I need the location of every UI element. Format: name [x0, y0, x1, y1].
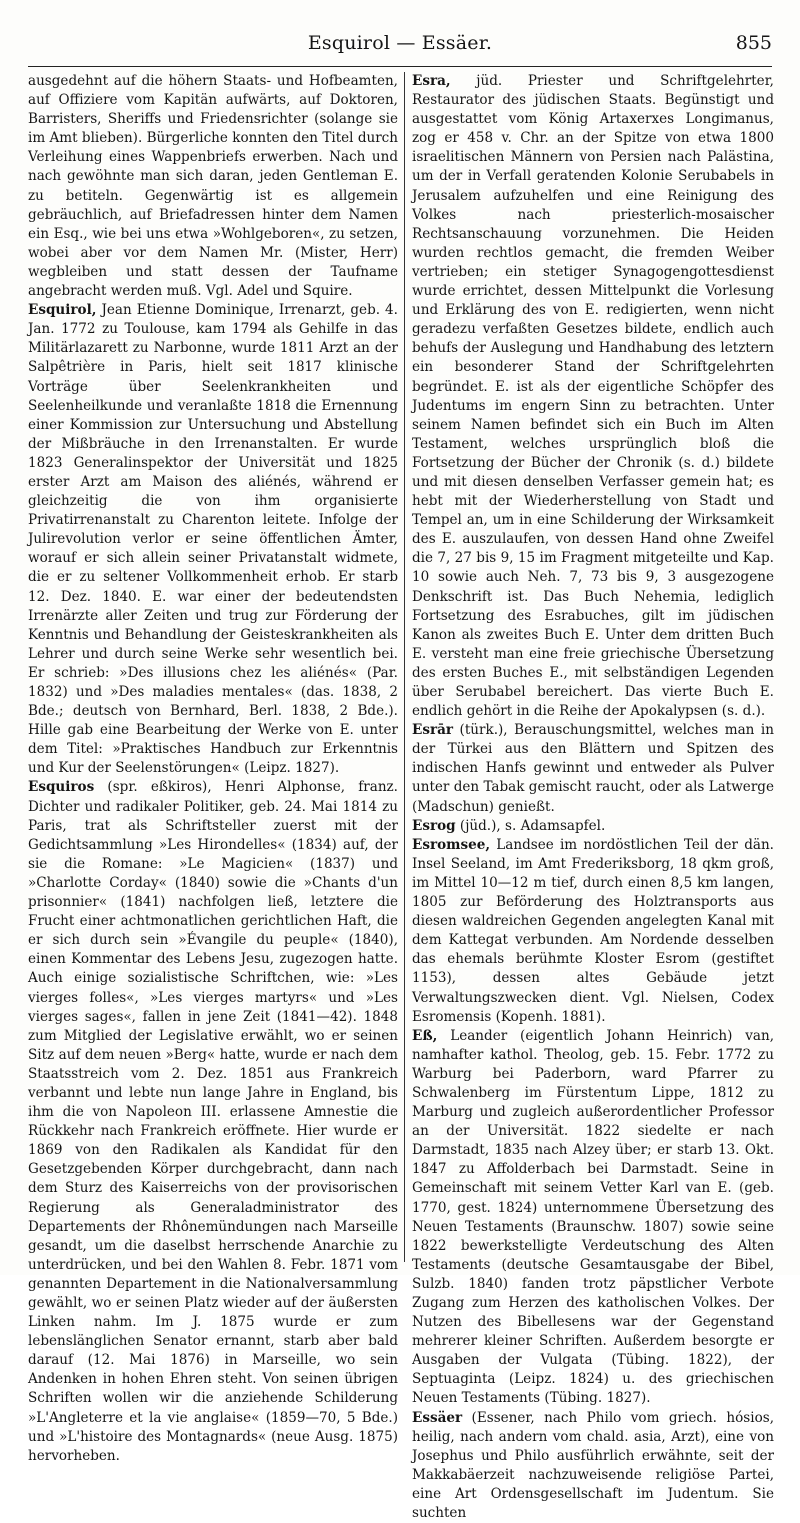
- entry-text: jüd. Priester und Schriftgelehrter, Restaurator des jüdischen Staats. Begünstigt und ausgestattet vom König Artaxerxes Longimanus, zog er 458 v. Chr. an der Spitze von etwa 1800 israelitischen Männern von Persien nach Palästina, um der in Verfall geratenden Kolonie Serubabels in Jerusalem aufzuhelfen und eine Reinigung des Volkes nach priesterlich-mosaischer Rechtsanschauung vorzunehmen. Die Heiden wurden rechtlos gemacht, die fremden Weiber vertrieben; ein stetiger Synagogengottesdienst wurde errichtet, dessen Mittelpunkt die Vorlesung und Erklärung des von E. redigierten, wenn nicht geradezu verfaßten Gesetzes bildete, endlich auch behufs der Auslegung und Handhabung des letztern ein besonderer Stand der Schriftgelehrten begründet. E. ist als der eigentliche Schöpfer des Judentums im engern Sinn zu betrachten. Unter seinem Namen befindet sich ein Buch im Alten Testament, welches ursprünglich bloß die Fortsetzung der Bücher der Chronik (s. d.) bildete und mit diesen denselben Verfasser gemein hat; es hebt mit der Wiederherstellung von Stadt und Tempel an, um in eine Schilderung der Wirksamkeit des E. auszulaufen, von dessen Hand ohne Zweifel die 7, 27 bis 9, 15 im Fragment mitgeteilte und Kap. 10 sowie auch Neh. 7, 73 bis 9, 3 ausgezogene Denkschrift ist. Das Buch Nehemia, lediglich Fortsetzung des Esrabuches, gilt im jüdischen Kanon als zweites Buch E. Unter dem dritten Buch E. versteht man eine freie griechische Übersetzung des ersten Buches E., mit selbständigen Legenden über Serubabel bereichert. Das vierte Buch E. endlich gehört in die Reihe der Apokalypsen (s. d.).: [412, 73, 774, 720]
- entry-esra: [412, 72, 774, 721]
- entry-headword: Esrār: [412, 722, 454, 739]
- entry-text: (spr. eßkiros), Henri Alphonse, franz. Dichter und radikaler Politiker, geb. 24. Mai 1814 zu Paris, trat als Schriftsteller zuerst mit der Gedichtsammlung »Les Hirondelles« (1834) auf, der sie die Romane: »Le Magicien« (1837) und »Charlotte Corday« (1840) sowie die »Chants d'un prisonnier« (1841) nachfolgen ließ, letztere die Frucht einer achtmonatlichen gerichtlichen Haft, die er sich durch sein »Évangile du peuple« (1840), einen Kommentar des Lebens Jesu, zugezogen hatte. Auch einige sozialistische Schriftchen, wie: »Les vierges folles«, »Les vierges martyrs« und »Les vierges sages«, fallen in jene Zeit (1841—42). 1848 zum Mitglied der Legislative erwählt, wo er seinen Sitz auf dem neuen »Berg« hatte, wurde er nach dem Staatsstreich vom 2. Dez. 1851 aus Frankreich verbannt und lebte nun lange Jahre in England, bis ihm die von Napoleon III. erlassene Amnestie die Rückkehr nach Frankreich eröffnete. Hier wurde er 1869 von den Radikalen als Kandidat für den Gesetzgebenden Körper durchgebracht, dann nach dem Sturz des Kaiserreichs von der provisorischen Regierung als Generaladministrator des Departements der Rhônemündungen nach Marseille gesandt, um die daselbst herrschende Anarchie zu unterdrücken, und bei den Wahlen 8. Febr. 1871 vom genannten Departement in die Nationalversammlung gewählt, wo er seinen Platz wieder auf der äußersten Linken nahm. Im J. 1875 wurde er zum lebenslänglichen Senator ernannt, starb aber bald darauf (12. Mai 1876) in Marseille, wo sein Andenken in hohen Ehren steht. Von seinen übrigen Schriften wollen wir die anziehende Schilderung »L'Angleterre et la vie anglaise« (1859—70, 5 Bde.) und »L'histoire des Montagnards« (neue Ausg. 1875) hervorheben.: [28, 779, 398, 1464]
- entry-text: ausgedehnt auf die höhern Staats- und Hofbeamten, auf Offiziere vom Kapitän aufwärts, auf Doktoren, Barristers, Sheriffs und Friedensrichter (solange sie im Amt blieben). Bürgerliche konnten den Titel durch Verleihung eines Wappenbriefs erwerben. Nach und nach gewöhnte man sich daran, jeden Gentleman E. zu betiteln. Gegenwärtig ist es allgemein gebräuchlich, auf Briefadressen hinter dem Namen ein Esq., wie bei uns etwa »Wohlgeboren«, zu setzen, wobei aber vor dem Namen Mr. (Mister, Herr) wegbleiben und statt dessen der Taufname angebracht werden muß. Vgl. Adel und Squire.: [28, 73, 398, 300]
- entry-headword: Esquiros: [28, 779, 95, 796]
- entry-text: Leander (eigentlich Johann Heinrich) van, namhafter kathol. Theolog, geb. 15. Febr. 1772 zu Warburg bei Paderborn, ward Pfarrer zu Schwalenberg im Fürstentum Lippe, 1812 zu Marburg und zugleich außerordentlicher Professor an der Universität. 1822 siedelte er nach Darmstadt, 1835 nach Alzey über; er starb 13. Okt. 1847 zu Affolderbach bei Darmstadt. Seine in Gemeinschaft mit seinem Vetter Karl van E. (geb. 1770, gest. 1824) unternommene Übersetzung des Neuen Testaments (Braunschw. 1807) sowie seine 1822 bewerkstelligte Verdeutschung des Alten Testaments (deutsche Gesamtausgabe der Bibel, Sulzb. 1840) fanden trotz päpstlicher Verbote Zugang zum Herzen des katholischen Volkes. Der Nutzen des Bibellesens war der Gegenstand mehrerer kleiner Schriften. Außerdem besorgte er Ausgaben der Vulgata (Tübing. 1822), der Septuaginta (Leipz. 1824) u. des griechischen Neuen Testaments (Tübing. 1827).: [412, 1027, 774, 1407]
- entry-headword: Esquirol,: [28, 302, 97, 319]
- entry-text: Landsee im nordöstlichen Teil der dän. Insel Seeland, im Amt Frederiksborg, 18 qkm groß, im Mittel 10—12 m tief, durch einen 8,5 km langen, 1805 zur Beförderung des Holztransports aus diesen waldreichen Gegenden angelegten Kanal mit dem Kattegat verbunden. Am Nordende desselben das ehemals berühmte Kloster Esrom (gestiftet 1153), dessen altes Gebäude jetzt Verwaltungszwecken dient. Vgl. Nielsen, Codex Esromensis (Kopenh. 1881).: [412, 836, 774, 1025]
- entry-headword: Essäer: [412, 1409, 463, 1426]
- running-header: [28, 32, 772, 62]
- entry-headword: Esromsee,: [412, 836, 491, 853]
- entry-esrar: [412, 721, 774, 816]
- entry-text: (türk.), Berauschungsmittel, welches man in der Türkei aus den Blättern und Spitzen des indischen Hanfs gewinnt und entweder als Pulver unter den Tabak gemischt raucht, oder als Latwerge (Madschun) genießt.: [412, 722, 774, 815]
- entry-headword: Esra,: [412, 73, 451, 89]
- entry-esromsee: [412, 836, 774, 1027]
- right-column: [412, 72, 774, 1522]
- entry-essaeer: [412, 1409, 774, 1523]
- header-title: Esquirol — Essäer.: [307, 32, 493, 54]
- page-number: 855: [735, 32, 772, 54]
- entry-text: (Essener, nach Philo vom griech. hósios, heilig, nach andern vom chald. asia, Arzt), eine von Josephus und Philo ausführlich erwähnte, seit der Makkabäerzeit nachzuweisende religiöse Partei, eine Art Ordensgesellschaft im Judentum. Sie suchten: [412, 1409, 774, 1522]
- entry-esrog: [412, 817, 774, 836]
- entry-esquirol: [28, 301, 398, 778]
- left-column: [28, 72, 398, 1464]
- header-rule: [28, 66, 772, 67]
- column-divider: [404, 72, 405, 1262]
- entry-text: Jean Etienne Dominique, Irrenarzt, geb. 4. Jan. 1772 zu Toulouse, kam 1794 als Gehilfe in das Militärlazarett zu Narbonne, wurde 1811 Arzt an der Salpêtrière in Paris, hielt seit 1817 klinische Vorträge über Seelenkrankheiten und Seelenheilkunde und veranlaßte 1818 die Ernennung einer Kommission zur Untersuchung und Abstellung der Mißbräuche in den Irrenanstalten. Er wurde 1823 Generalinspektor der Universität und 1825 erster Arzt am Maison des aliénés, während er gleichzeitig die von ihm organisierte Privatirrenanstalt zu Charenton leitete. Infolge der Julirevolution verlor er seine öffentlichen Ämter, worauf er sich allein seiner Privatanstalt widmete, die er zu seltener Vollkommenheit erhob. Er starb 12. Dez. 1840. E. war einer der bedeutendsten Irrenärzte aller Zeiten und trug zur Förderung der Kenntnis und Behandlung der Geisteskrankheiten als Lehrer und durch seine Werke sehr wesentlich bei. Er schrieb: »Des illusions chez les aliénés« (Par. 1832) und »Des maladies mentales« (das. 1838, 2 Bde.; deutsch von Bernhard, Berl. 1838, 2 Bde.). Hille gab eine Bearbeitung der Werke von E. unter dem Titel: »Praktisches Handbuch zur Erkenntnis und Kur der Seelenstörungen« (Leipz. 1827).: [28, 302, 398, 777]
- entry-headword: Esrog: [412, 817, 456, 834]
- entry-text: (jüd.), s. Adamsapfel.: [455, 817, 606, 834]
- entry-continuation: [28, 72, 398, 301]
- entry-ess: [412, 1027, 774, 1409]
- entry-headword: Eß,: [412, 1027, 438, 1044]
- entry-esquiros: [28, 778, 398, 1465]
